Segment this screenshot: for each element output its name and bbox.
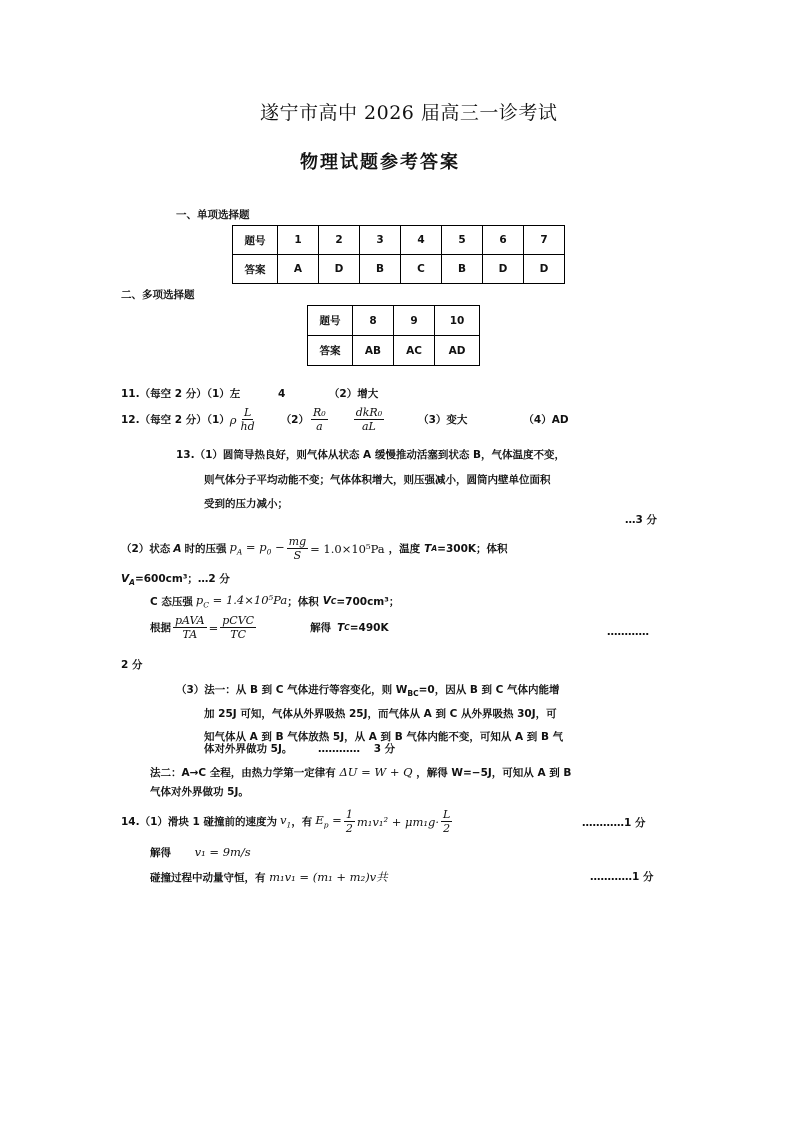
formula-sub: 1 [286, 820, 292, 830]
q13-c-vol-label: ；体积 [287, 595, 319, 608]
table-cell: A [278, 255, 319, 284]
table-cell: AC [394, 336, 435, 366]
q13-p3-text: =0，因从 B 到 C 气体内能增 [418, 684, 560, 696]
q12-part4: （4）AD [523, 414, 569, 426]
q12-part3: （3）变大 [418, 414, 468, 426]
table-cell: 7 [524, 226, 565, 255]
table-cell: 10 [435, 306, 480, 336]
fraction-numerator: 1 [345, 808, 353, 821]
q14-solve: 解得 [150, 847, 171, 859]
q13-solve: 解得 [310, 622, 332, 634]
q13-method2-text: ，解得 W=−5J，可知从 A 到 B [416, 767, 572, 779]
q13-p3-text: （3）法一：从 B 到 C 气体进行等容变化，则 W [176, 684, 408, 696]
table-cell: D [319, 255, 360, 284]
q13-left-fraction [173, 614, 207, 641]
q13-p3-line4 [204, 741, 395, 756]
table-cell: 8 [353, 306, 394, 336]
q13-volume-sub: A [129, 578, 135, 588]
q13-p3-sub: BC [407, 689, 419, 699]
table-row [233, 255, 565, 284]
q14-momentum-formula: m₁v₁ = (m₁ + m₂)v共 [269, 870, 388, 884]
table-cell: 5 [442, 226, 483, 255]
q14-line3 [150, 869, 388, 885]
table-cell: 答案 [233, 255, 278, 284]
fraction-numerator: mg [288, 535, 307, 548]
answer-key-title: 物理试题参考答案 [300, 152, 460, 173]
table-row [308, 306, 480, 336]
q13-p2-line [121, 535, 508, 562]
q13-solve-symbol: T [337, 621, 345, 634]
q14-line1 [121, 808, 454, 835]
q14-text: 14.（1）滑块 1 碰撞前的速度为 [121, 816, 278, 828]
q13-c-vol-symbol: V [322, 595, 331, 608]
table-row [308, 336, 480, 366]
q14-line2 [150, 845, 251, 860]
formula-sub: C [203, 600, 209, 610]
q13-p3-line2: 加 25J 可知，气体从外界吸热 25J，而气体从 A 到 C 从外界吸热 30J，可 [204, 708, 557, 720]
q12-rho: ρ [229, 412, 237, 427]
q13-p2-fraction [287, 535, 308, 562]
fraction-denominator: a [316, 420, 323, 433]
q13-p1-line2: 则气体分子平均动能不变；气体体积增大，则压强减小，圆筒内壁单位面积 [204, 474, 551, 486]
q13-method2-line2: 气体对外界做功 5J。 [150, 786, 249, 798]
formula-text: = p [242, 540, 267, 555]
q13-gas-law-line [150, 614, 389, 641]
q13-p3-line4-score: 3 分 [373, 743, 396, 755]
q13-solve-sub: C [344, 623, 350, 632]
fraction-denominator: TA [182, 628, 198, 641]
table-cell: AB [353, 336, 394, 366]
equals-sign: = [208, 620, 219, 635]
q13-p3-line3: 知气体从 A 到 B 气体放热 5J，从 A 到 B 气体内能不变，可知从 A 到 B 气 [204, 731, 564, 743]
q13-p3-line1 [176, 682, 560, 698]
table-cell: 2 [319, 226, 360, 255]
table-cell: D [524, 255, 565, 284]
table-cell: C [401, 255, 442, 284]
table-cell: 4 [401, 226, 442, 255]
fraction-numerator: L [243, 406, 252, 419]
q14-text: ，有 [291, 816, 313, 828]
q14-v1 [280, 813, 291, 829]
fraction-denominator: 2 [345, 822, 353, 835]
q13-p2-temp-label: ，温度 [388, 543, 421, 555]
table-cell: 9 [394, 306, 435, 336]
q14-solve-value: v₁ = 9m/s [194, 845, 251, 859]
formula-text: v [280, 813, 287, 828]
formula-sub: 0 [266, 547, 272, 557]
formula-text: − [271, 540, 285, 555]
q12-fraction-1 [239, 406, 257, 433]
fraction-denominator: 2 [443, 822, 451, 835]
table-cell: 答案 [308, 336, 353, 366]
q13-p2-temp-symbol: T [424, 542, 432, 555]
q13-c-vol-sub: C [330, 596, 337, 606]
q13-method2-formula: ΔU = W + Q [339, 765, 413, 779]
q13-score1: …3 分 [625, 514, 657, 526]
q13-p3-line4-text: 体对外界做功 5J。 [204, 743, 293, 755]
q11-line [121, 386, 378, 401]
q11-part2: （2）增大 [328, 388, 379, 400]
fraction-denominator: aL [361, 420, 376, 433]
q14-line3-text: 碰撞过程中动量守恒，有 [150, 872, 266, 884]
q13-method2-text: 法二：A→C 全程，由热力学第一定律有 [150, 767, 336, 779]
q13-solve-value: =490K [349, 621, 389, 634]
table-cell: B [360, 255, 401, 284]
table-cell: B [442, 255, 483, 284]
q12-fraction-3 [354, 406, 384, 433]
q12-part2: （2） [280, 414, 309, 426]
formula-text: p [229, 540, 237, 555]
fraction-numerator: pCVC [222, 614, 255, 627]
q12-fraction-2 [311, 406, 328, 433]
q13-p2-temp-value: =300K；体积 [437, 543, 508, 555]
q13-p2-formula [229, 540, 284, 556]
q14-ep [315, 813, 342, 829]
q13-c-lead: C 态压强 [150, 595, 193, 608]
q13-p1-line1: 13.（1）圆筒导热良好，则气体从状态 A 缓慢推动活塞到状态 B，气体温度不变， [176, 449, 566, 461]
table-cell: 题号 [233, 226, 278, 255]
formula-sub: p [323, 820, 329, 830]
formula-text: p [195, 593, 204, 607]
section2-label: 二、多项选择题 [121, 289, 195, 301]
fraction-numerator: pAVA [175, 614, 205, 627]
q13-p2-volume [121, 571, 230, 587]
q13-p2-value: = 1.0×10⁵Pa [310, 541, 385, 556]
fraction-numerator: dkR₀ [355, 406, 383, 419]
table-cell: 题号 [308, 306, 353, 336]
table-row [233, 226, 565, 255]
formula-text: E [315, 813, 324, 828]
q14-score1: …………1 分 [582, 817, 646, 829]
table-cell: 3 [360, 226, 401, 255]
fraction-denominator: TC [230, 628, 247, 641]
q13-volume-value: =600cm³；…2 分 [134, 573, 230, 585]
q13-method2-line1 [150, 765, 571, 780]
q13-p3-line4-dots: ………… [318, 743, 361, 755]
section1-table [232, 225, 565, 284]
fraction-numerator: R₀ [313, 406, 326, 419]
q13-p2-temp-sub: A [431, 544, 438, 553]
table-cell: AD [435, 336, 480, 366]
table-cell: 6 [483, 226, 524, 255]
q13-dots: ………… [607, 626, 649, 638]
q14-l-fraction [441, 808, 452, 835]
table-cell: 1 [278, 226, 319, 255]
section1-label: 一、单项选择题 [176, 209, 250, 221]
q13-p2-mid: 时的压强 [184, 543, 227, 555]
formula-text: = 1.4×10⁵Pa [209, 593, 288, 607]
q13-right-fraction [220, 614, 256, 641]
q14-score2: …………1 分 [590, 871, 654, 883]
section2-table [307, 305, 480, 366]
q13-p2-state: A [173, 542, 182, 555]
q12-head: 12.（每空 2 分）（1） [121, 414, 230, 426]
q11-value: 4 [277, 388, 286, 400]
q13-c-formula [196, 593, 287, 609]
q13-c-vol-value: =700cm³； [336, 595, 400, 608]
table-cell: D [483, 255, 524, 284]
q13-by: 根据 [150, 622, 171, 634]
q14-terms: m₁v₁² + μm₁g· [356, 814, 440, 829]
q13-p2-lead: （2）状态 [121, 543, 171, 555]
q13-c-state [150, 593, 399, 609]
exam-title: 遂宁市高中 2026 届高三一诊考试 [260, 102, 558, 124]
q13-score2: 2 分 [121, 659, 143, 671]
q13-volume-symbol: V [121, 573, 130, 585]
fraction-denominator: hd [240, 420, 255, 433]
fraction-denominator: S [293, 549, 302, 562]
formula-text: = [328, 813, 342, 828]
q14-half-fraction [344, 808, 355, 835]
formula-sub: A [236, 547, 243, 557]
q13-p1-line3: 受到的压力减小； [204, 498, 288, 510]
q11-head: 11.（每空 2 分）（1）左 [121, 388, 241, 400]
fraction-numerator: L [443, 808, 451, 821]
q12-line [121, 406, 569, 433]
